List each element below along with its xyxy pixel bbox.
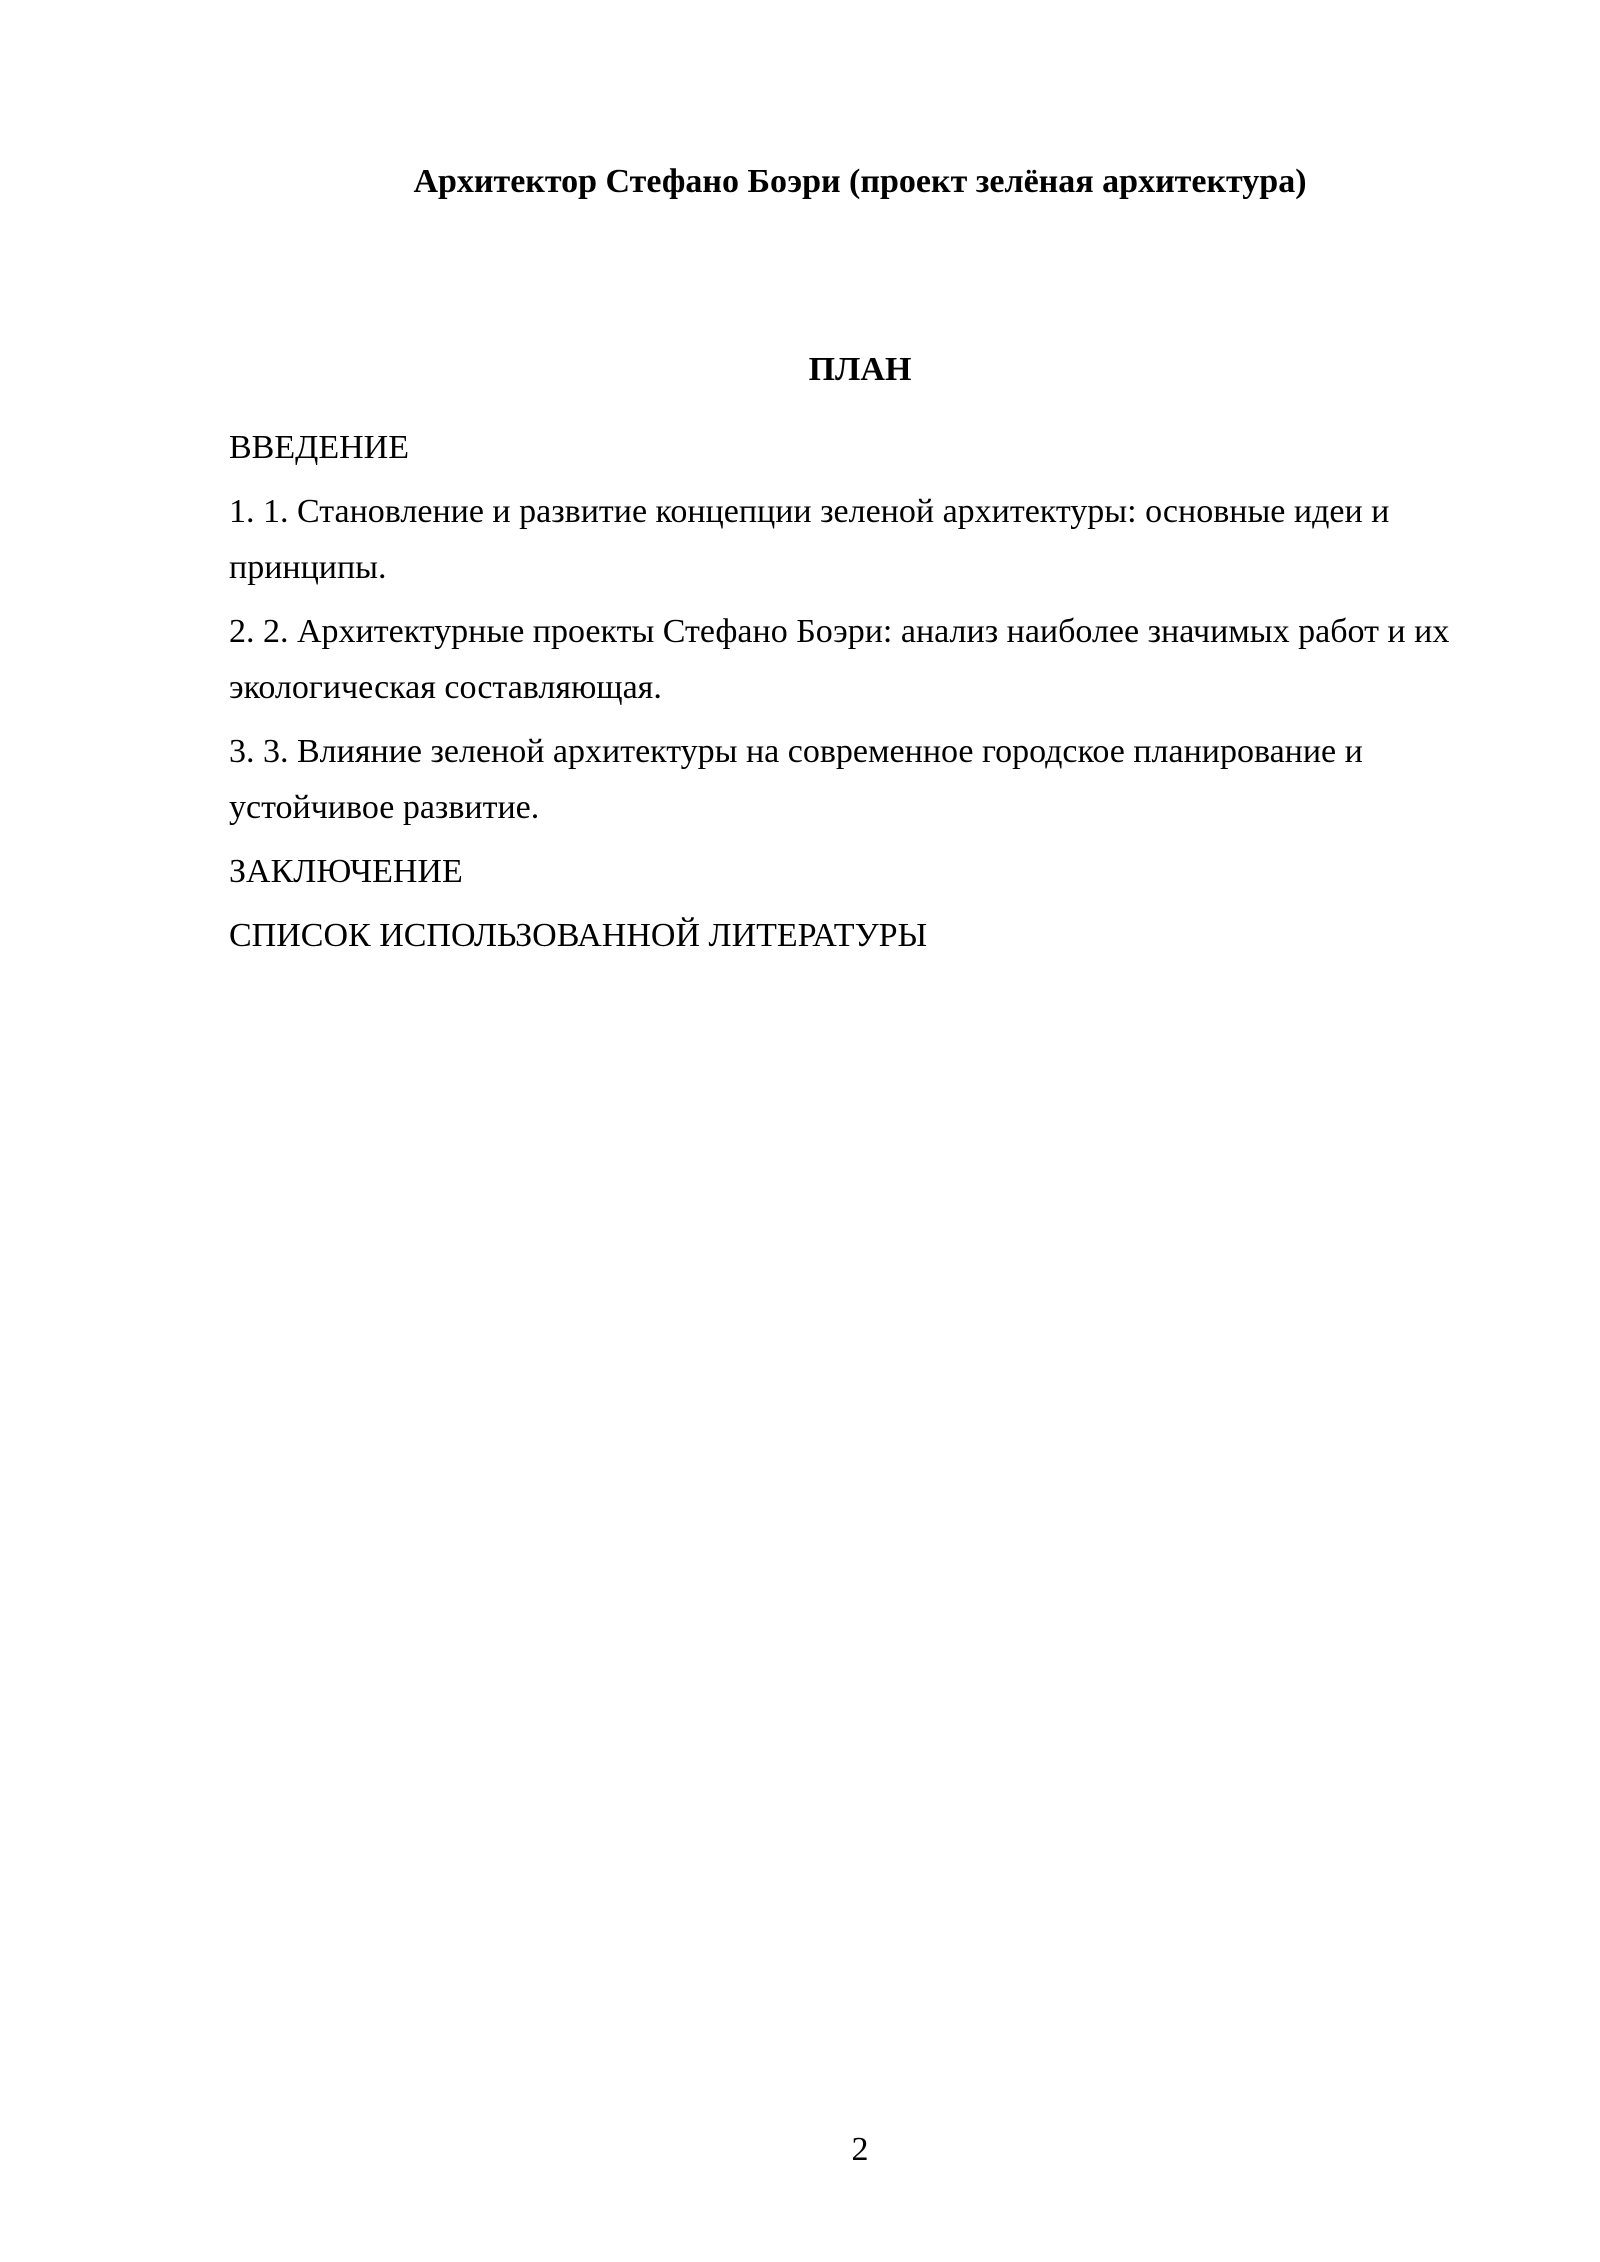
page-number: 2 xyxy=(851,2131,869,2168)
plan-heading: ПЛАН xyxy=(808,351,912,388)
toc-entry-introduction: ВВЕДЕНИЕ xyxy=(229,429,409,466)
document-title: Архитектор Стефано Боэри (проект зелёная архитектура) xyxy=(413,163,1307,200)
toc-entry-chapter-2: 2. 2. Архитектурные проекты Стефано Боэри: анализ наиболее значимых работ и их экологическая составляющая. xyxy=(229,613,1450,706)
toc-entry-chapter-3: 3. 3. Влияние зеленой архитектуры на современное городское планирование и устойчивое развитие. xyxy=(229,733,1363,826)
toc-entry-chapter-1: 1. 1. Становление и развитие концепции зеленой архитектуры: основные идеи и принципы. xyxy=(229,493,1390,586)
toc-entry-references: СПИСОК ИСПОЛЬЗОВАННОЙ ЛИТЕРАТУРЫ xyxy=(229,917,928,954)
table-of-contents xyxy=(229,420,1501,972)
toc-entry-conclusion: ЗАКЛЮЧЕНИЕ xyxy=(229,853,463,890)
